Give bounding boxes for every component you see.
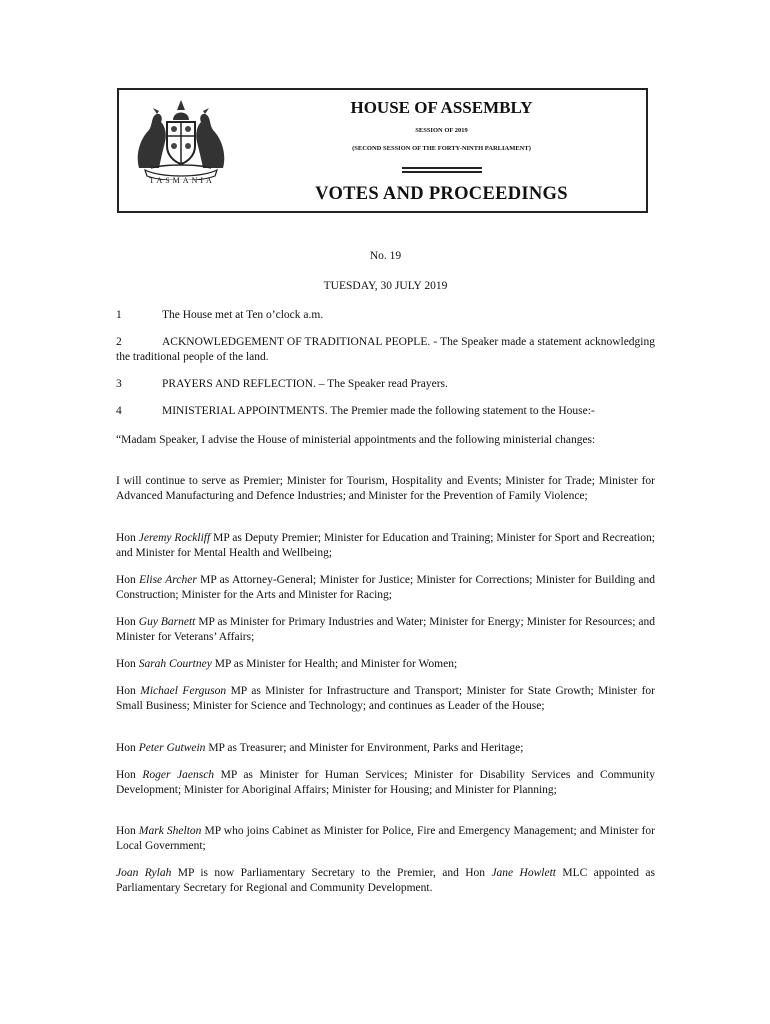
- item-1: [116, 308, 655, 323]
- document-title: VOTES AND PROCEEDINGS: [315, 184, 568, 204]
- statement-premier: I will continue to serve as Premier; Minister for Tourism, Hospitality and Events; Minister for Trade; Minister for Advanced Manufacturing and Defence Industries; and Minister for the Prevention of Family Violence;: [116, 475, 655, 502]
- parliamentary-secretaries: Joan Rylah MP is now Parliamentary Secretary to the Premier, and Hon Jane Howlett MLC appointed as Parliamentary Secretary for Regional and Community Development.: [116, 867, 655, 894]
- item-number: 4: [116, 405, 122, 417]
- tasmania-coat-of-arms-icon: [131, 98, 231, 180]
- divider-rule: [402, 171, 482, 173]
- item-number: 3: [116, 378, 122, 390]
- item-number: 1: [116, 309, 122, 321]
- sitting-date: TUESDAY, 30 JULY 2019: [323, 280, 448, 292]
- item-text: The House met at Ten o’clock a.m.: [162, 309, 324, 321]
- house-title: HOUSE OF ASSEMBLY: [350, 98, 533, 117]
- divider-rule: [402, 167, 482, 169]
- statement-intro: “Madam Speaker, I advise the House of ministerial appointments and the following ministerial changes:: [116, 434, 596, 446]
- minister-name: Elise Archer: [139, 574, 197, 586]
- minister-name: Mark Shelton: [138, 825, 202, 837]
- item-text: ACKNOWLEDGEMENT OF TRADITIONAL PEOPLE. - The Speaker made a statement acknowledging the traditional people of the land.: [116, 336, 655, 363]
- item-number: 2: [116, 336, 122, 348]
- secretary-name: Jane Howlett: [491, 867, 556, 879]
- minister-name: Guy Barnett: [138, 616, 196, 628]
- appointment-archer: Hon Elise Archer MP as Attorney-General; Minister for Justice; Minister for Corrections; Minister for Building and Construction; Minister for the Arts and Minister for Racing;: [116, 574, 655, 601]
- issue-number: No. 19: [369, 250, 402, 262]
- minister-name: Roger Jaensch: [142, 769, 215, 781]
- item-text: MINISTERIAL APPOINTMENTS. The Premier made the following statement to the House:-: [162, 405, 595, 417]
- minister-name: Michael Ferguson: [140, 685, 227, 697]
- item-3: [116, 377, 655, 392]
- appointment-gutwein: Hon Peter Gutwein MP as Treasurer; and Minister for Environment, Parks and Heritage;: [116, 742, 524, 754]
- appointment-courtney: Hon Sarah Courtney MP as Minister for Health; and Minister for Women;: [116, 658, 458, 670]
- crest-caption: TASMANIA: [149, 176, 215, 185]
- item-4: [116, 404, 655, 419]
- item-text: PRAYERS AND REFLECTION. – The Speaker read Prayers.: [162, 378, 448, 390]
- masthead: [117, 88, 648, 213]
- appointment-jaensch: Hon Roger Jaensch MP as Minister for Human Services; Minister for Disability Services and Community Development; Minister for Aboriginal Affairs; Minister for Housing; and Minister for Planning;: [116, 769, 655, 796]
- appointment-shelton: Hon Mark Shelton MP who joins Cabinet as Minister for Police, Fire and Emergency Management; and Minister for Local Government;: [116, 825, 655, 852]
- session-label: SESSION OF 2019: [415, 127, 468, 134]
- appointment-ferguson: Hon Michael Ferguson MP as Minister for Infrastructure and Transport; Minister for State Growth; Minister for Small Business; Minister for Science and Technology; and continues as Leader of the House;: [116, 685, 655, 712]
- appointment-barnett: Hon Guy Barnett MP as Minister for Primary Industries and Water; Minister for Energy; Minister for Resources; and Minister for Veterans’ Affairs;: [116, 616, 655, 643]
- minister-name: Sarah Courtney: [138, 658, 212, 670]
- appointment-rockliff: Hon Jeremy Rockliff MP as Deputy Premier; Minister for Education and Training; Minister for Sport and Recreation; and Minister for Mental Health and Wellbeing;: [116, 532, 656, 559]
- session-subtitle: (SECOND SESSION OF THE FORTY-NINTH PARLIAMENT): [352, 145, 531, 152]
- item-2: [116, 335, 655, 365]
- minister-name: Jeremy Rockliff: [138, 532, 211, 544]
- minister-name: Peter Gutwein: [138, 742, 206, 754]
- secretary-name: Joan Rylah: [116, 867, 172, 879]
